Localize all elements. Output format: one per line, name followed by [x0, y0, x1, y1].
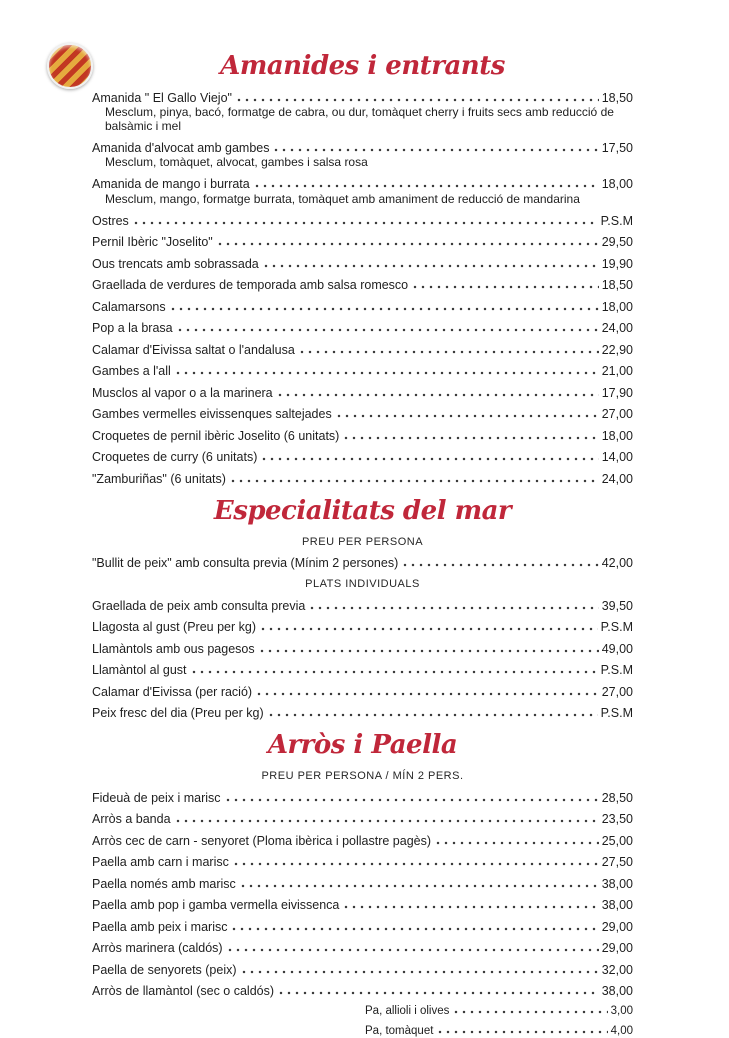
- menu-item-row: [92, 834, 633, 848]
- menu-item-row: [92, 450, 633, 464]
- dotted-leader: [169, 307, 599, 311]
- menu-item-row: [92, 141, 633, 155]
- menu-item-row: [92, 812, 633, 826]
- item-price: P.S.M: [600, 620, 633, 634]
- dotted-leader: [258, 649, 599, 653]
- item-price: 19,90: [601, 256, 633, 271]
- extra-item-row: [365, 1024, 633, 1038]
- item-price: 39,50: [601, 598, 633, 613]
- item-name: Arròs a banda: [92, 812, 171, 826]
- menu-section: [92, 50, 633, 486]
- menu-item-row: [92, 984, 633, 998]
- section-title: Amanides i entrants: [220, 51, 505, 81]
- item-price: 27,50: [601, 855, 633, 869]
- item-price: 38,00: [601, 984, 633, 998]
- item-price: 18,50: [601, 90, 633, 105]
- item-name: Pop a la brasa: [92, 321, 173, 335]
- menu-item-row: [92, 300, 633, 314]
- menu-item-row: [92, 364, 633, 378]
- dotted-leader: [267, 713, 598, 717]
- item-description: Mesclum, tomàquet, alvocat, gambes i salsa rosa: [105, 155, 368, 169]
- menu-item-row: [92, 599, 633, 613]
- item-name: "Zamburiñas" (6 unitats): [92, 471, 226, 486]
- item-price: P.S.M: [600, 663, 633, 677]
- item-price: 18,00: [601, 428, 633, 443]
- item-price: 27,00: [601, 407, 633, 421]
- item-price: 18,00: [601, 299, 633, 314]
- item-price: 49,00: [601, 641, 633, 656]
- dotted-leader: [224, 798, 599, 802]
- section-subheading: PREU PER PERSONA: [301, 535, 424, 548]
- item-price: 24,00: [601, 321, 633, 335]
- menu-sections: [92, 50, 633, 998]
- item-price: P.S.M: [600, 213, 633, 228]
- menu-content: [92, 50, 633, 1038]
- item-description: Mesclum, pinya, bacó, formatge de cabra, ou dur, tomàquet cherry i fruits secs amb reducció de balsàmic i mel: [105, 105, 614, 133]
- item-price: 3,00: [610, 1005, 633, 1017]
- item-name: Paella amb carn i marisc: [92, 855, 229, 869]
- dotted-leader: [335, 414, 599, 418]
- item-name: Pa, allioli i olives: [365, 1005, 450, 1017]
- dotted-leader: [240, 970, 599, 974]
- dotted-leader: [230, 927, 598, 931]
- menu-item-row: [92, 278, 633, 292]
- item-name: Llamàntols amb ous pagesos: [92, 641, 255, 656]
- dotted-leader: [232, 862, 599, 866]
- item-price: 21,00: [601, 364, 633, 378]
- dotted-leader: [132, 221, 598, 225]
- menu-item-row: [92, 620, 633, 634]
- dotted-leader: [436, 1030, 607, 1034]
- menu-item-row: [92, 214, 633, 228]
- menu-item-row: [92, 855, 633, 869]
- menu-item-row: [92, 877, 633, 891]
- menu-section: [92, 729, 633, 998]
- dotted-leader: [260, 457, 598, 461]
- item-name: Peix fresc del dia (Preu per kg): [92, 706, 264, 720]
- item-name: Fideuà de peix i marisc: [92, 790, 221, 805]
- menu-item-row: [92, 472, 633, 486]
- dotted-leader: [174, 819, 599, 823]
- item-name: Calamar d'Eivissa (per ració): [92, 684, 253, 699]
- menu-item-row: [92, 642, 633, 656]
- item-price: 27,00: [601, 684, 633, 699]
- item-name: Pernil Ibèric "Joselito": [92, 235, 213, 249]
- menu-item-row: [92, 556, 633, 570]
- item-price: 32,00: [601, 962, 633, 977]
- menu-item-row: [92, 941, 633, 955]
- dotted-leader: [298, 350, 599, 354]
- striped-circle-logo: [47, 43, 93, 89]
- item-name: Ous trencats amb sobrassada: [92, 256, 259, 271]
- section-subheading: PLATS INDIVIDUALS: [305, 578, 420, 590]
- dotted-leader: [253, 184, 599, 188]
- item-name: Pa, tomàquet: [365, 1025, 434, 1037]
- dotted-leader: [434, 841, 599, 845]
- menu-item-row: [92, 257, 633, 271]
- item-name: Arròs de llamàntol (sec o caldós): [92, 984, 275, 998]
- menu-item-row: [92, 407, 633, 421]
- item-name: Croquetes de pernil ibèric Joselito (6 unitats): [92, 428, 340, 443]
- menu-item-row: [92, 177, 633, 191]
- item-name: Amanida de mango i burrata: [92, 177, 250, 191]
- bread-extras: [365, 1004, 633, 1038]
- dotted-leader: [216, 242, 599, 246]
- item-name: Paella amb peix i marisc: [92, 919, 228, 934]
- item-price: 29,50: [601, 235, 633, 249]
- item-name: Paella de senyorets (peix): [92, 962, 237, 977]
- menu-item-row: [92, 386, 633, 400]
- menu-item-row: [92, 963, 633, 977]
- section-title: Especialitats del mar: [213, 495, 512, 526]
- item-price: 24,00: [601, 471, 633, 486]
- extra-item-row: [365, 1004, 633, 1018]
- dotted-leader: [342, 436, 598, 440]
- dotted-leader: [239, 884, 599, 888]
- dotted-leader: [342, 905, 598, 909]
- item-name: Ostres: [92, 213, 129, 228]
- dotted-leader: [411, 285, 599, 289]
- item-name: Arròs cec de carn - senyoret (Ploma ibèrica i pollastre pagès): [92, 833, 432, 848]
- item-price: 4,00: [610, 1025, 633, 1037]
- item-name: Gambes a l'all: [92, 364, 171, 378]
- item-name: Calamar d'Eivissa saltat o l'andalusa: [92, 342, 295, 357]
- item-price: 28,50: [601, 790, 633, 805]
- dotted-leader: [190, 670, 598, 674]
- menu-section: [92, 495, 633, 721]
- item-name: Arròs marinera (caldós): [92, 941, 223, 955]
- section-subheading: PREU PER PERSONA / MÍN 2 PERS.: [261, 770, 464, 782]
- item-name: Paella amb pop i gamba vermella eivissenca: [92, 898, 340, 912]
- item-price: 23,50: [601, 812, 633, 826]
- dotted-leader: [262, 264, 599, 268]
- item-price: 17,50: [601, 140, 633, 155]
- dotted-leader: [235, 98, 599, 102]
- item-name: Llagosta al gust (Preu per kg): [92, 620, 256, 634]
- menu-item-row: [92, 920, 633, 934]
- item-price: 25,00: [601, 833, 633, 848]
- item-price: 38,00: [601, 876, 633, 891]
- item-name: Croquetes de curry (6 unitats): [92, 450, 258, 464]
- section-title: Arròs i Paella: [267, 730, 458, 760]
- dotted-leader: [276, 393, 599, 397]
- menu-item-row: [92, 91, 633, 105]
- item-name: Graellada de peix amb consulta previa: [92, 598, 306, 613]
- item-price: 14,00: [601, 450, 633, 464]
- item-name: Llamàntol al gust: [92, 663, 187, 677]
- item-price: P.S.M: [600, 706, 633, 720]
- menu-item-row: [92, 706, 633, 720]
- item-price: 22,90: [601, 342, 633, 357]
- menu-item-row: [92, 898, 633, 912]
- item-name: Amanida " El Gallo Viejo": [92, 90, 232, 105]
- item-name: Graellada de verdures de temporada amb salsa romesco: [92, 278, 409, 292]
- menu-item-row: [92, 663, 633, 677]
- dotted-leader: [308, 606, 598, 610]
- item-price: 42,00: [601, 556, 633, 570]
- dotted-leader: [452, 1010, 607, 1014]
- menu-item-row: [92, 685, 633, 699]
- dotted-leader: [174, 371, 599, 375]
- item-price: 38,00: [601, 898, 633, 912]
- menu-item-row: [92, 235, 633, 249]
- dotted-leader: [176, 328, 599, 332]
- item-name: Calamarsons: [92, 299, 166, 314]
- item-name: Musclos al vapor o a la marinera: [92, 385, 273, 400]
- dotted-leader: [229, 479, 599, 483]
- dotted-leader: [277, 991, 599, 995]
- dotted-leader: [401, 563, 598, 567]
- item-price: 29,00: [601, 919, 633, 934]
- item-description: Mesclum, mango, formatge burrata, tomàquet amb amaniment de reducció de mandarina: [105, 191, 580, 206]
- menu-item-row: [92, 321, 633, 335]
- item-name: Amanida d'alvocat amb gambes: [92, 140, 270, 155]
- item-price: 18,50: [601, 278, 633, 292]
- menu-item-row: [92, 791, 633, 805]
- menu-item-row: [92, 343, 633, 357]
- item-name: Gambes vermelles eivissenques saltejades: [92, 407, 332, 421]
- menu-item-row: [92, 429, 633, 443]
- dotted-leader: [226, 948, 599, 952]
- dotted-leader: [272, 148, 598, 152]
- item-price: 17,90: [601, 385, 633, 400]
- dotted-leader: [255, 692, 599, 696]
- item-price: 29,00: [601, 941, 633, 955]
- item-name: "Bullit de peix" amb consulta previa (Mínim 2 persones): [92, 556, 399, 570]
- item-name: Paella només amb marisc: [92, 876, 236, 891]
- item-price: 18,00: [601, 177, 633, 191]
- dotted-leader: [259, 627, 598, 631]
